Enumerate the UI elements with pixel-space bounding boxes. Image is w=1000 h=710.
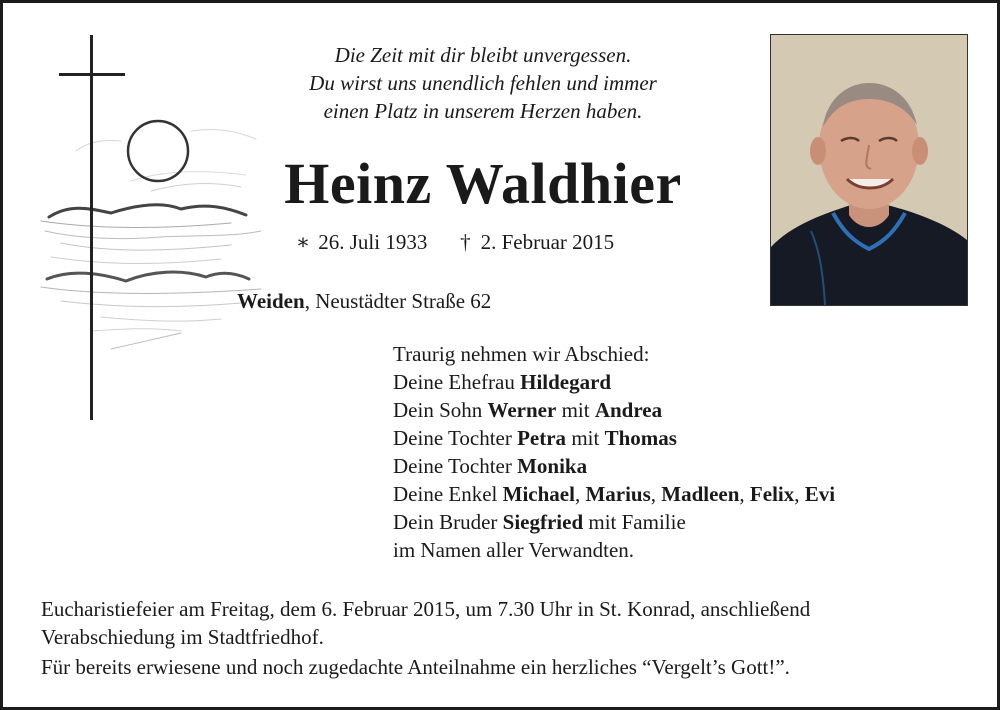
address [237, 287, 491, 315]
separator: , [794, 482, 805, 506]
mourner-grandchildren [393, 480, 835, 508]
mourner-name: Madleen [661, 482, 740, 506]
verse-line: Du wirst uns unendlich fehlen und immer [309, 71, 657, 95]
thanks-line: Für bereits erwiesene und noch zugedachte Anteilnahme ein herzliches “Vergelt’s Gott!”. [41, 655, 790, 679]
mourner-daughter [393, 452, 835, 480]
landscape-sketch [41, 129, 261, 349]
separator: , [739, 482, 750, 506]
mourner-name: Petra [517, 426, 567, 450]
mourner-brother [393, 508, 835, 536]
death-date: 2. Februar 2015 [480, 230, 615, 254]
service-information [41, 595, 971, 681]
mourners-closing: im Namen aller Verwandten. [393, 538, 635, 562]
relation-label: Dein Bruder [393, 510, 503, 534]
verse-line: Die Zeit mit dir bleibt unvergessen. [334, 43, 632, 67]
relation-label: Deine Tochter [393, 426, 518, 450]
mourner-daughter [393, 424, 835, 452]
life-dates [293, 228, 673, 256]
connector-text: mit Familie [583, 510, 686, 534]
mourner-name: Werner [487, 398, 557, 422]
relation-label: Deine Ehefrau [393, 370, 521, 394]
mourner-name: Andrea [594, 398, 663, 422]
mourner-name: Evi [804, 482, 836, 506]
mourner-name: Michael [502, 482, 575, 506]
death-cross-icon: † [460, 230, 471, 254]
birth-date: 26. Juli 1933 [318, 230, 428, 254]
connector-text: mit [556, 398, 595, 422]
mourner-name: Felix [749, 482, 795, 506]
mourners-intro: Traurig nehmen wir Abschied: [393, 342, 650, 366]
relation-label: Deine Tochter [393, 454, 518, 478]
moon-icon [128, 121, 188, 181]
separator: , [650, 482, 662, 506]
portrait-photo [770, 34, 968, 306]
relation-label: Dein Sohn [393, 398, 488, 422]
mourner-spouse [393, 368, 835, 396]
mourner-name: Siegfried [502, 510, 584, 534]
memorial-verse [233, 41, 733, 125]
connector-text: mit [566, 426, 605, 450]
mourner-son [393, 396, 835, 424]
service-line: Verabschiedung im Stadtfriedhof. [41, 625, 324, 649]
separator: , [574, 482, 586, 506]
address-street: , Neustädter Straße 62 [304, 289, 492, 313]
mourner-name: Monika [517, 454, 588, 478]
deceased-name: Heinz Waldhier [284, 151, 682, 216]
mourner-name: Hildegard [520, 370, 612, 394]
address-city: Weiden [237, 289, 305, 313]
mourner-name: Thomas [604, 426, 677, 450]
birth-symbol-icon: ∗ [295, 230, 311, 254]
verse-line: einen Platz in unserem Herzen haben. [323, 99, 643, 123]
mourner-name: Marius [585, 482, 651, 506]
mourners-list [393, 340, 835, 564]
service-line: Eucharistiefeier am Freitag, dem 6. Februar 2015, um 7.30 Uhr in St. Konrad, anschließend [41, 597, 811, 621]
relation-label: Deine Enkel [393, 482, 503, 506]
